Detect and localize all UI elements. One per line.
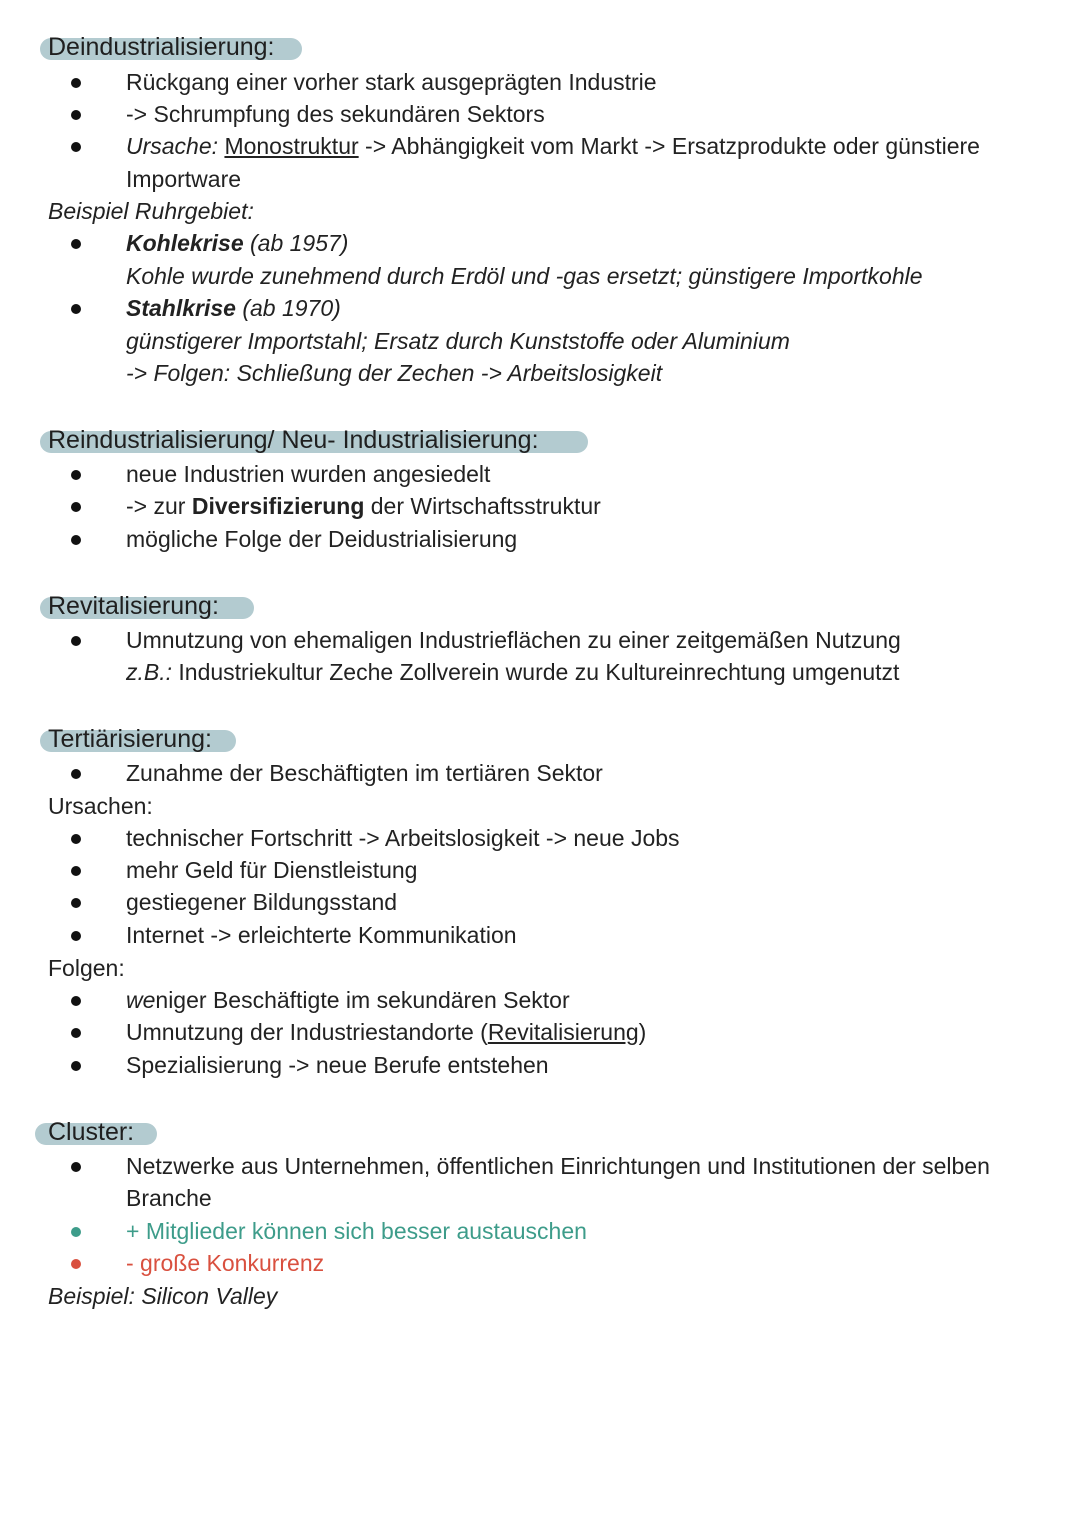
- stahlkrise-folgen: -> Folgen: Schließung der Zechen -> Arbeitslosigkeit: [126, 360, 663, 386]
- beispiel-ruhrgebiet-label: Beispiel Ruhrgebiet:: [48, 198, 254, 224]
- ursache-item: mehr Geld für Dienstleistung: [126, 857, 418, 883]
- heading-revitalisierung: Revitalisierung:: [48, 591, 219, 621]
- deind-bullet-3: [126, 131, 980, 161]
- ursachen-label: Ursachen:: [48, 793, 153, 819]
- stahlkrise-title: Stahlkrise (ab 1970): [126, 295, 341, 321]
- bullet-dot: [71, 1162, 81, 1172]
- bullet-dot: [71, 535, 81, 545]
- bullet-dot: [71, 110, 81, 120]
- bullet-dot: [71, 996, 81, 1006]
- kohlekrise-desc: Kohle wurde zunehmend durch Erdöl und -gas ersetzt; günstigere Importkohle: [126, 263, 923, 289]
- revit-example: z.B.: Industriekultur Zeche Zollverein wurde zu Kultureinrechtung umgenutzt: [126, 659, 900, 685]
- ursache-item: Internet -> erleichterte Kommunikation: [126, 922, 517, 948]
- heading-reindustrialisierung: Reindustrialisierung/ Neu- Industrialisierung:: [48, 425, 539, 455]
- bullet-dot: [71, 834, 81, 844]
- deind-bullet-3-cont: Importware: [126, 166, 242, 192]
- reind-bullet-1: neue Industrien wurden angesiedelt: [126, 461, 491, 487]
- revitalisierung-reference: Revitalisierung: [487, 1019, 639, 1045]
- deind-bullet-2: -> Schrumpfung des sekundären Sektors: [126, 101, 545, 127]
- contra-bullet-dot: [71, 1259, 81, 1269]
- heading-deindustrialisierung: Deindustrialisierung:: [48, 32, 275, 62]
- bullet-dot: [71, 470, 81, 480]
- monostruktur-term: Monostruktur: [224, 133, 359, 159]
- bullet-dot: [71, 769, 81, 779]
- bullet-dot: [71, 1061, 81, 1071]
- folgen-item-2: Umnutzung der Industriestandorte (Revitalisierung): [126, 1019, 647, 1045]
- cluster-bullet-1-cont: Branche: [126, 1185, 212, 1211]
- bullet-dot: [71, 142, 81, 152]
- bullet-dot: [71, 239, 81, 249]
- heading-cluster: Cluster:: [48, 1117, 134, 1147]
- cluster-pro: + Mitglieder können sich besser austauschen: [126, 1218, 587, 1244]
- pro-bullet-dot: [71, 1227, 81, 1237]
- bullet-dot: [71, 1028, 81, 1038]
- bullet-dot: [71, 304, 81, 314]
- bullet-dot: [71, 78, 81, 88]
- ursache-item: technischer Fortschritt -> Arbeitslosigkeit -> neue Jobs: [126, 825, 680, 851]
- cluster-contra: - große Konkurrenz: [126, 1250, 325, 1276]
- deind-bullet-1: Rückgang einer vorher stark ausgeprägten Industrie: [126, 69, 657, 95]
- bullet-dot: [71, 898, 81, 908]
- ursache-item: gestiegener Bildungsstand: [126, 889, 398, 915]
- heading-tertiaerisierung: Tertiärisierung:: [48, 724, 212, 754]
- reind-bullet-2: -> zur Diversifizierung der Wirtschaftsstruktur: [126, 493, 601, 519]
- kohlekrise-title: Kohlekrise (ab 1957): [126, 230, 349, 256]
- cluster-example: Beispiel: Silicon Valley: [48, 1283, 278, 1309]
- ursache-label: Ursache:: [126, 133, 219, 159]
- folgen-item-1: weniger Beschäftigte im sekundären Sektor: [126, 987, 570, 1013]
- diversifizierung-term: Diversifizierung: [191, 493, 365, 519]
- reind-bullet-3: mögliche Folge der Deidustrialisierung: [126, 526, 518, 552]
- ursache-rest: -> Abhängigkeit vom Markt -> Ersatzprodukte oder günstiere: [358, 133, 980, 159]
- folgen-item-3: Spezialisierung -> neue Berufe entstehen: [126, 1052, 549, 1078]
- bullet-dot: [71, 636, 81, 646]
- bullet-dot: [71, 931, 81, 941]
- tert-bullet-1: Zunahme der Beschäftigten im tertiären Sektor: [126, 760, 603, 786]
- bullet-dot: [71, 502, 81, 512]
- bullet-dot: [71, 866, 81, 876]
- stahlkrise-desc: günstigerer Importstahl; Ersatz durch Kunststoffe oder Aluminium: [126, 328, 790, 354]
- revit-bullet-1: Umnutzung von ehemaligen Industrieflächen zu einer zeitgemäßen Nutzung: [126, 627, 901, 653]
- cluster-bullet-1: Netzwerke aus Unternehmen, öffentlichen Einrichtungen und Institutionen der selben: [126, 1153, 990, 1179]
- folgen-label: Folgen:: [48, 955, 125, 981]
